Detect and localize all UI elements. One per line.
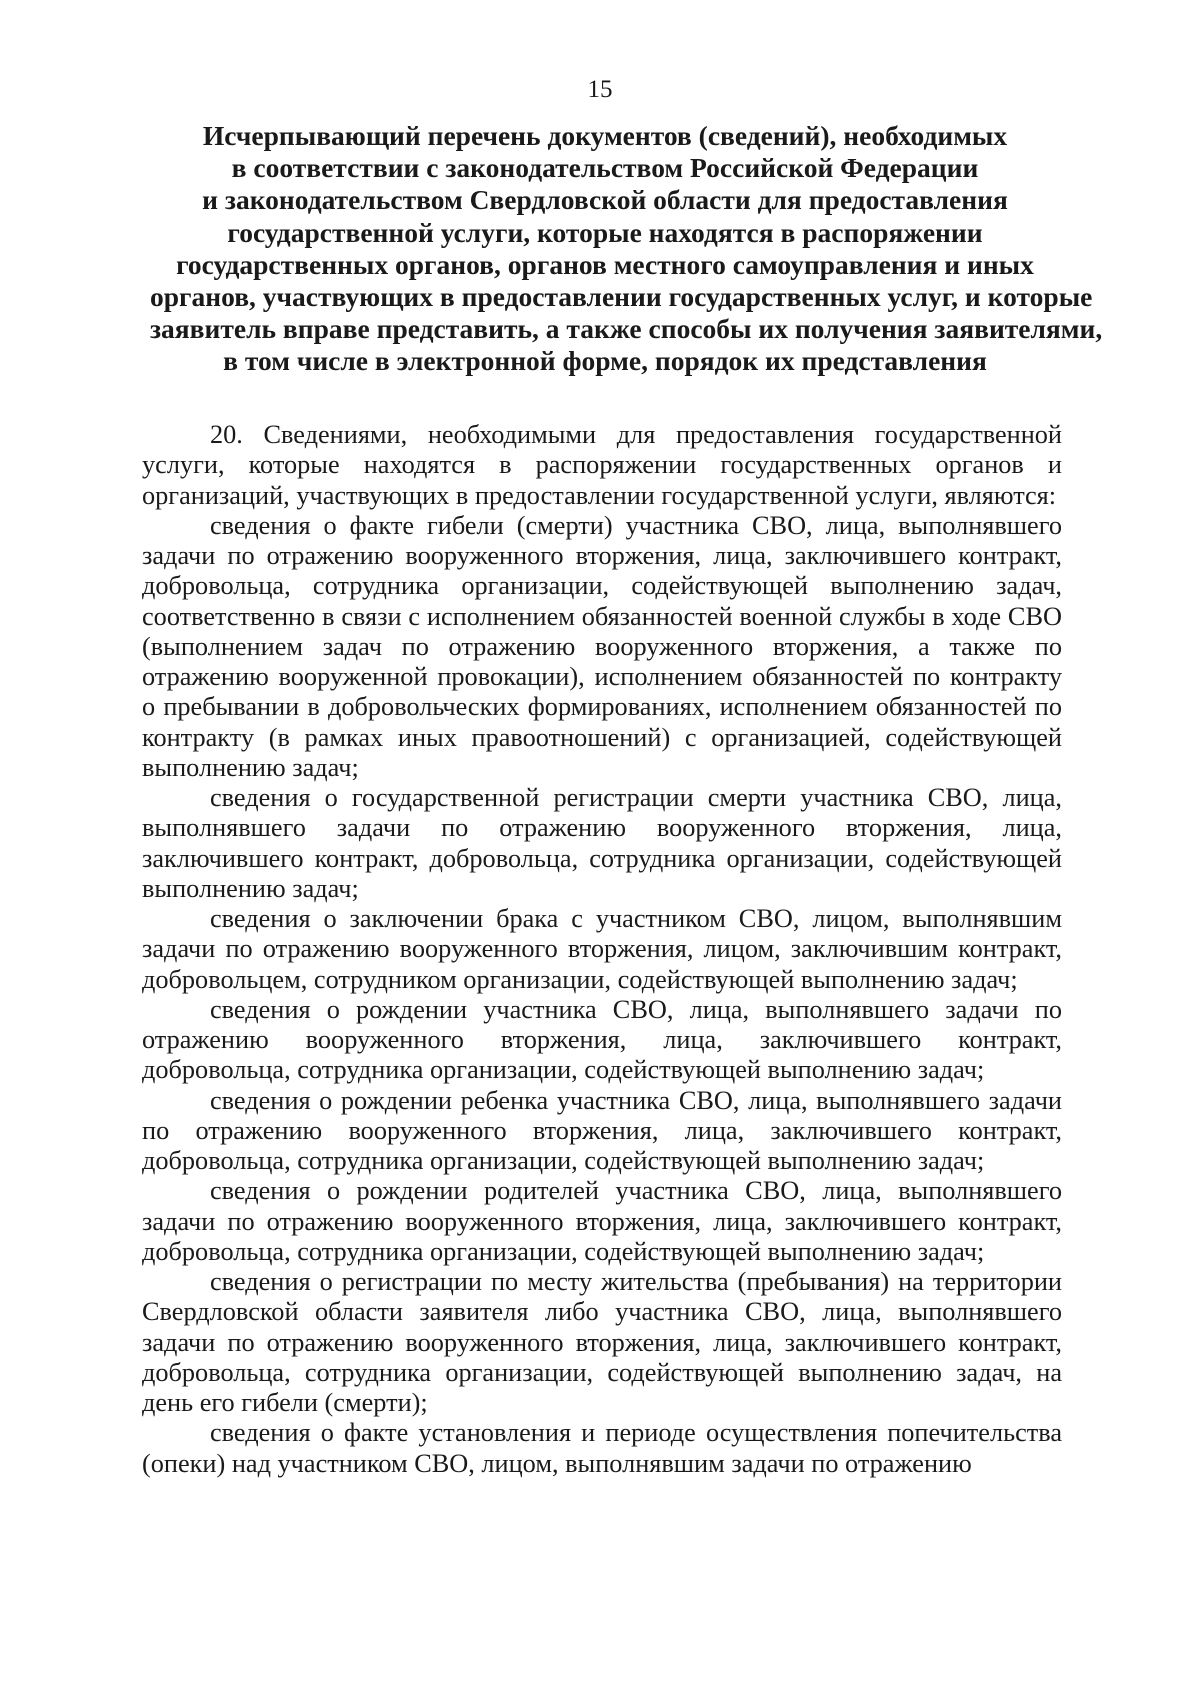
- section-heading: [150, 120, 1103, 378]
- paragraph-parents-birth: сведения о рождении родителей участника СВО, лица, выполнявшего задачи по отражению вооруженного вторжения, лица, заключившего контракт, добровольца, сотрудника организации, содействующей выполнению задач;: [142, 1176, 1062, 1266]
- paragraph-child-birth: сведения о рождении ребенка участника СВО, лица, выполнявшего задачи по отражению вооруженного вторжения, лица, заключившего контракт, добровольца, сотрудника организации, содействующей выполнению задач;: [142, 1085, 1062, 1175]
- heading-line: государственной услуги, которые находятся в распоряжении: [227, 216, 983, 248]
- paragraph-birth: сведения о рождении участника СВО, лица, выполнявшего задачи по отражению вооруженного вторжения, лица, заключившего контракт, добровольца, сотрудника организации, содействующей выполнению задач;: [142, 994, 1062, 1085]
- heading-line: Исчерпывающий перечень документов (сведений), необходимых: [202, 120, 1008, 151]
- paragraph-marriage: сведения о заключении брака с участником СВО, лицом, выполнявшим задачи по отражению вооруженного вторжения, лицом, заключившим контракт, добровольцем, сотрудником организации, содействующей выполнению задач;: [142, 904, 1062, 994]
- heading-line: и законодательством Свердловской области для предоставления: [202, 184, 1008, 216]
- page-number: 15: [587, 76, 613, 103]
- paragraph-item-20: 20. Сведениями, необходимыми для предоставления государственной услуги, которые находятся в распоряжении государственных органов и организаций, участвующих в предоставлении государственной услуги, являются:: [142, 420, 1062, 510]
- heading-line: в том числе в электронной форме, порядок их представления: [223, 345, 987, 377]
- paragraph-residence-registration: сведения о регистрации по месту жительства (пребывания) на территории Свердловской области заявителя либо участника СВО, лица, выполнявшего задачи по отражению вооруженного вторжения, лица, заключившего контракт, добровольца, сотрудника организации, содействующей выполнению задач, на день его гибели (смерти);: [142, 1267, 1062, 1417]
- heading-line: органов, участвующих в предоставлении государственных услуг, и которые: [150, 281, 1093, 313]
- body-text: [142, 420, 1062, 1479]
- paragraph-death-registration: сведения о государственной регистрации смерти участника СВО, лица, выполнявшего задачи по отражению вооруженного вторжения, лица, заключившего контракт, добровольца, сотрудника организации, содействующей выполнению задач;: [142, 783, 1062, 903]
- paragraph-guardianship: сведения о факте установления и периоде осуществления попечительства (опеки) над участником СВО, лицом, выполнявшим задачи по отражению: [142, 1418, 1062, 1478]
- heading-line: государственных органов, органов местного самоуправления и иных: [176, 248, 1034, 280]
- heading-line: в соответствии с законодательством Российской Федерации: [231, 152, 979, 184]
- paragraph-death-fact: сведения о факте гибели (смерти) участника СВО, лица, выполнявшего задачи по отражению вооруженного вторжения, лица, заключившего контракт, добровольца, сотрудника организации, содействующей выполнению задач, соответственно в связи с исполнением обязанностей военной службы в ходе СВО (выполнением задач по отражению вооруженного вторжения, а также по отражению вооруженной провокации), исполнением обязанностей по контракту о пребывании в добровольческих формированиях, исполнением обязанностей по контракту (в рамках иных правоотношений) с организацией, содействующей выполнению задач;: [142, 510, 1062, 782]
- heading-line: заявитель вправе представить, а также способы их получения заявителями,: [150, 313, 1103, 345]
